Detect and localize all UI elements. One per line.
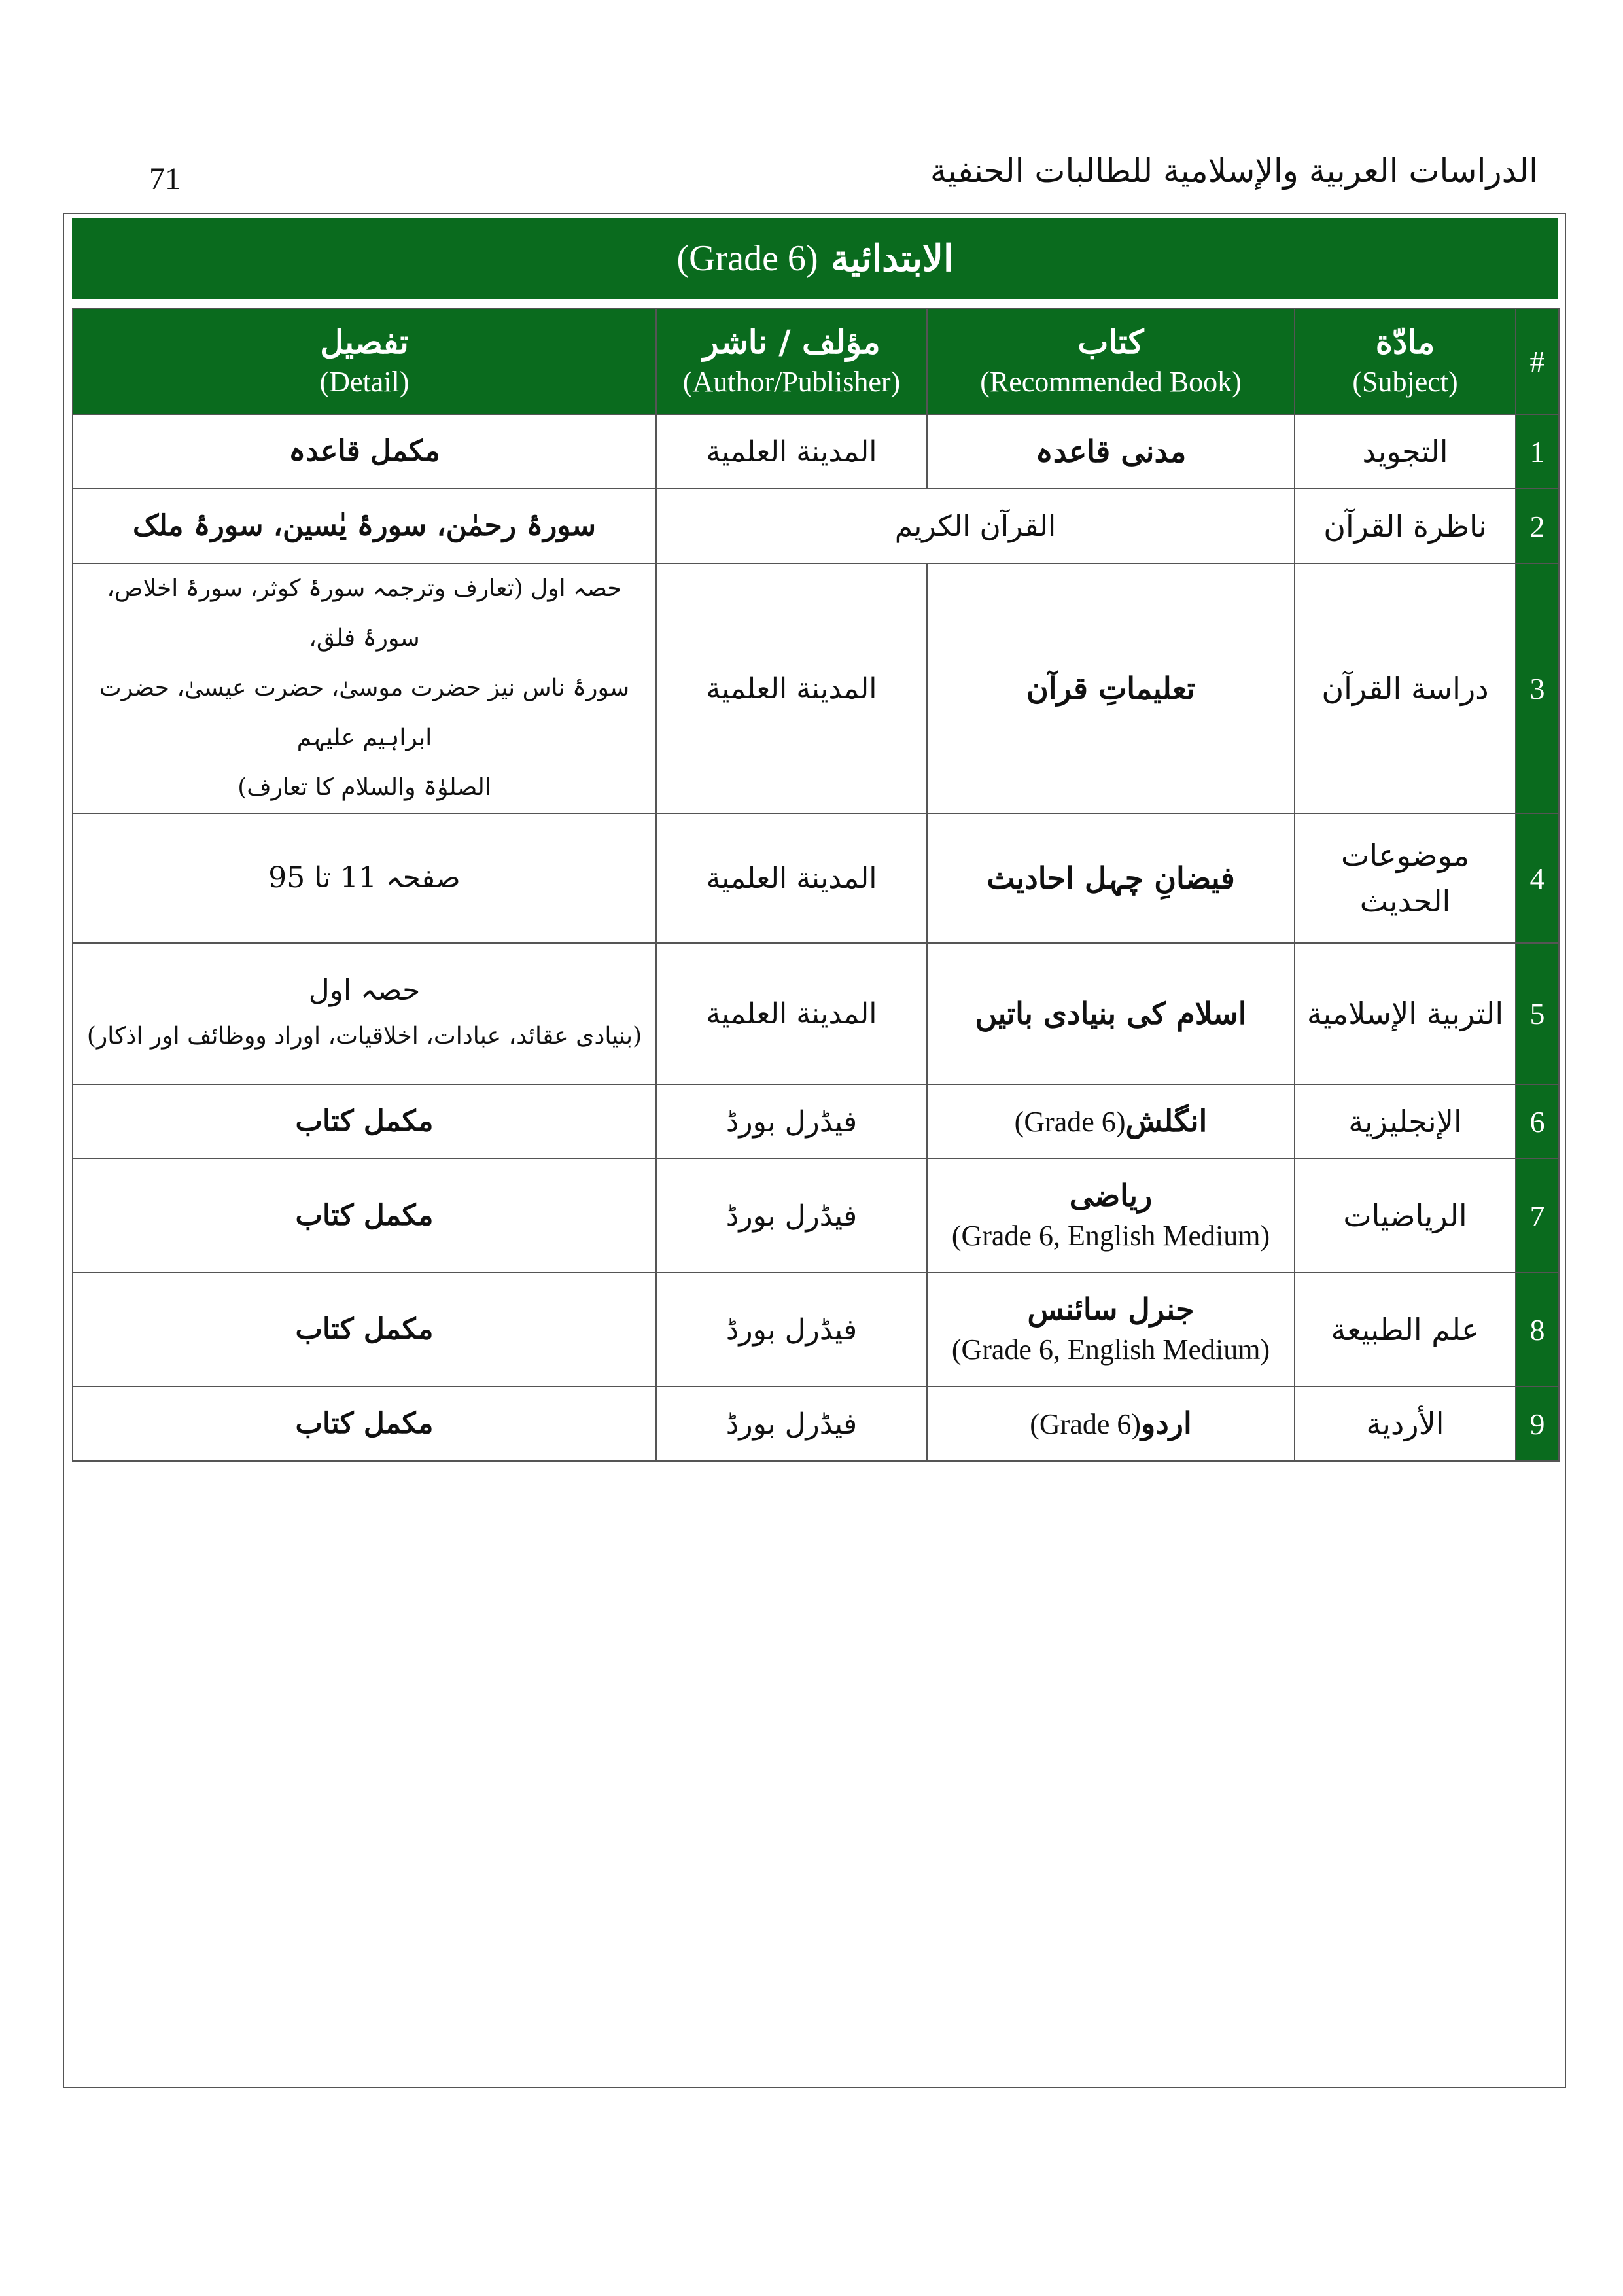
- row-book-merged: القرآن الكريم: [656, 489, 1295, 563]
- row-detail: سورۂ رحمٰن، سورۂ یٰسین، سورۂ ملک: [73, 489, 656, 563]
- grade-banner: [72, 218, 1558, 299]
- header-author: [656, 308, 927, 414]
- row-detail: [73, 943, 656, 1084]
- detail-sub: (بنیادی عقائد، عبادات، اخلاقیات، اوراد ووظائف اور اذکار): [86, 1023, 642, 1050]
- book-en: (Grade 6): [1030, 1408, 1142, 1440]
- grade-banner-arabic: الابتدائية: [831, 237, 954, 280]
- row-subject: الأردية: [1295, 1386, 1516, 1461]
- row-book: [927, 1386, 1295, 1461]
- header-author-en: (Author/Publisher): [682, 366, 901, 398]
- detail-line: حصہ اول (تعارف وترجمہ سورۂ کوثر، سورۂ اخلاص، سورۂ فلق،: [107, 575, 622, 652]
- row-author: فیڈرل بورڈ: [656, 1386, 927, 1461]
- table-row: [73, 1084, 1559, 1159]
- page-number: 71: [149, 162, 181, 196]
- header-author-ar: مؤلف / ناشر: [703, 323, 881, 361]
- table-row: [73, 1273, 1559, 1386]
- table-row: [73, 1386, 1559, 1461]
- row-book: تعلیماتِ قرآن: [927, 563, 1295, 813]
- row-detail: مکمل کتاب: [73, 1386, 656, 1461]
- row-num: 5: [1516, 943, 1559, 1084]
- table-row: [73, 943, 1559, 1084]
- detail-main: حصہ اول: [308, 974, 421, 1007]
- header-num: #: [1516, 308, 1559, 414]
- row-author: فیڈرل بورڈ: [656, 1273, 927, 1386]
- row-author: المدينة العلمية: [656, 414, 927, 489]
- subject-line: موضوعات: [1341, 838, 1469, 873]
- row-author: المدينة العلمية: [656, 563, 927, 813]
- book-ur: جنرل سائنس: [1027, 1292, 1195, 1327]
- row-num: 3: [1516, 563, 1559, 813]
- book-ur: ریاضی: [1069, 1178, 1153, 1213]
- grade-banner-english: (Grade 6): [676, 238, 818, 279]
- header-subject-ar: مادّة: [1375, 323, 1435, 361]
- row-book: اسلام کی بنیادی باتیں: [927, 943, 1295, 1084]
- book-ur: انگلش: [1125, 1103, 1208, 1139]
- row-num: 7: [1516, 1159, 1559, 1273]
- row-book: [927, 1159, 1295, 1273]
- header-subject-en: (Subject): [1352, 366, 1458, 398]
- table-row: [73, 813, 1559, 943]
- row-book: مدنی قاعدہ: [927, 414, 1295, 489]
- book-en: (Grade 6): [1014, 1106, 1126, 1138]
- row-book: [927, 1084, 1295, 1159]
- table-row: [73, 563, 1559, 813]
- row-detail: مکمل کتاب: [73, 1159, 656, 1273]
- header-book: [927, 308, 1295, 414]
- table-row: [73, 414, 1559, 489]
- row-subject: دراسة القرآن: [1295, 563, 1516, 813]
- row-subject: ناظرة القرآن: [1295, 489, 1516, 563]
- header-title: الدراسات العربية والإسلامية للطالبات الحنفية: [930, 152, 1538, 190]
- header-detail-ar: تفصیل: [320, 323, 409, 361]
- book-ur: اردو: [1141, 1405, 1192, 1441]
- book-en: (Grade 6, English Medium): [951, 1220, 1270, 1252]
- row-subject: [1295, 813, 1516, 943]
- row-subject: التجويد: [1295, 414, 1516, 489]
- row-author: المدينة العلمية: [656, 813, 927, 943]
- table-row: [73, 1159, 1559, 1273]
- row-num: 9: [1516, 1386, 1559, 1461]
- header-detail-en: (Detail): [319, 366, 410, 398]
- row-detail: صفحہ 11 تا 95: [73, 813, 656, 943]
- row-author: المدينة العلمية: [656, 943, 927, 1084]
- row-subject: الإنجليزية: [1295, 1084, 1516, 1159]
- row-subject: علم الطبيعة: [1295, 1273, 1516, 1386]
- row-detail: مکمل کتاب: [73, 1084, 656, 1159]
- row-book: [927, 1273, 1295, 1386]
- row-num: 6: [1516, 1084, 1559, 1159]
- header-detail: [73, 308, 656, 414]
- syllabus-table: [72, 308, 1560, 1462]
- row-book: فیضانِ چہل احادیث: [927, 813, 1295, 943]
- row-detail: مکمل کتاب: [73, 1273, 656, 1386]
- detail-line: سورۂ ناس نیز حضرت موسیٰ، حضرت عیسیٰ، حضرت ابراہیم علیہم: [99, 675, 630, 751]
- row-subject: الرياضيات: [1295, 1159, 1516, 1273]
- row-author: فیڈرل بورڈ: [656, 1084, 927, 1159]
- row-num: 1: [1516, 414, 1559, 489]
- row-detail: [73, 563, 656, 813]
- table-header-row: [73, 308, 1559, 414]
- row-detail: مکمل قاعدہ: [73, 414, 656, 489]
- book-en: (Grade 6, English Medium): [951, 1333, 1270, 1366]
- row-num: 4: [1516, 813, 1559, 943]
- subject-line: الحديث: [1359, 883, 1451, 919]
- row-subject: التربية الإسلامية: [1295, 943, 1516, 1084]
- detail-line: الصلوٰۃ والسلام کا تعارف): [237, 774, 491, 801]
- header-subject: [1295, 308, 1516, 414]
- row-author: فیڈرل بورڈ: [656, 1159, 927, 1273]
- table-row: [73, 489, 1559, 563]
- row-num: 8: [1516, 1273, 1559, 1386]
- header-book-ar: كتاب: [1077, 323, 1144, 361]
- header-book-en: (Recommended Book): [980, 366, 1242, 398]
- row-num: 2: [1516, 489, 1559, 563]
